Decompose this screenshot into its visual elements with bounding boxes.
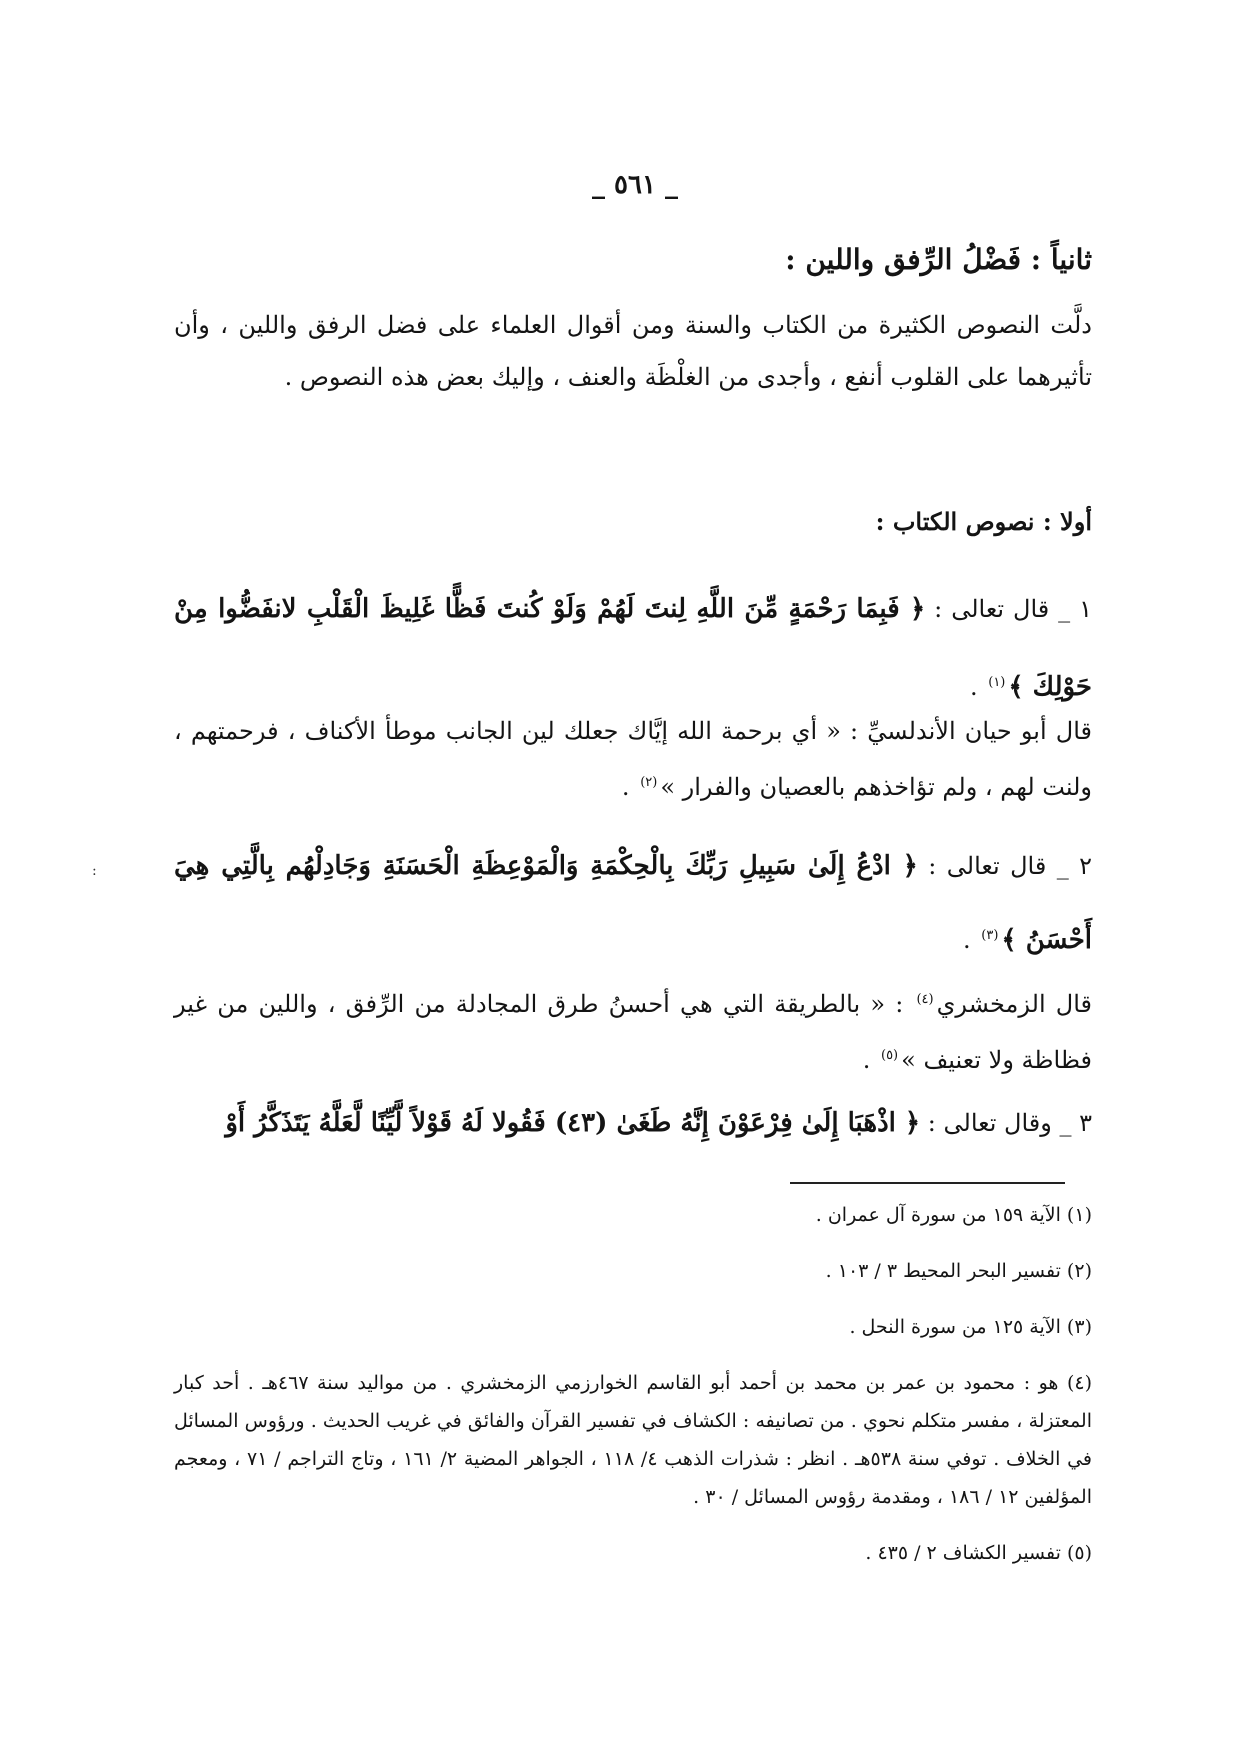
footnote-2: (٢) تفسير البحر المحيط ٣ / ١٠٣ . [825, 1260, 1092, 1282]
footnote-ref-1: (١) [988, 675, 1006, 690]
footnotes-section [174, 1196, 1092, 1590]
footnote-ref-2: (٢) [640, 775, 658, 790]
footnote-5: (٥) تفسير الكشاف ٢ / ٤٣٥ . [865, 1542, 1092, 1564]
margin-mark: : [92, 863, 97, 879]
verse-item-3 [174, 1097, 1092, 1149]
subsection-heading: أولا : نصوص الكتاب : [875, 507, 1092, 536]
verse-item-1 [174, 572, 1092, 724]
commentary-zamakhshari-lead: قال الزمخشري [936, 990, 1093, 1018]
commentary-zamakhshari-text: : « بالطريقة التي هي أحسنُ طرق المجادلة من الرِّفق ، واللين من غير فظاظة ولا تعنيف » [174, 990, 1092, 1074]
verse-item-1-lead: ١ _ قال تعالى : [925, 595, 1092, 623]
verse-item-3-lead: ٣ _ وقال تعالى : [920, 1109, 1092, 1137]
commentary-zamakhshari [174, 974, 1092, 1086]
verse-item-2 [174, 831, 1092, 975]
footnote-ref-4: (٤) [916, 992, 934, 1007]
section-heading: ثانياً : فَضْلُ الرِّفق واللين : [785, 243, 1092, 276]
verse-item-3-text: ﴿ اذْهَبَا إِلَىٰ فِرْعَوْنَ إِنَّهُ طَغَىٰ (٤٣) فَقُولا لَهُ قَوْلاً لَّيِّنًا لَّعَلَّهُ يَتَذَكَّرُ أَوْ [225, 1108, 921, 1138]
footnote-1: (١) الآية ١٥٩ من سورة آل عمران . [815, 1204, 1092, 1226]
footnote-ref-3: (٣) [981, 928, 999, 943]
verse-item-1-text: ﴿ فَبِمَا رَحْمَةٍ مِّنَ اللَّهِ لِنتَ لَهُمْ وَلَوْ كُنتَ فَظًّا غَلِيظَ الْقَلْبِ لانفَضُّوا مِنْ حَوْلِكَ ﴾ [174, 594, 1092, 702]
commentary-abu-hayyan [174, 705, 1092, 813]
intro-paragraph: دلَّت النصوص الكثيرة من الكتاب والسنة ومن أقوال العلماء على فضل الرفق واللين ، وأن تأثيرهما على القلوب أنفع ، وأجدى من الغلْظَة والعنف ، وإليك بعض هذه النصوص . [174, 311, 1092, 391]
footnote-divider [790, 1182, 1065, 1184]
commentary-zamakhshari-tail: . [862, 1046, 878, 1074]
verse-item-2-tail: . [963, 926, 979, 954]
commentary-abu-hayyan-text: قال أبو حيان الأندلسيِّ : « أي برحمة الله إيَّاك جعلك لين الجانب موطأ الأكناف ، فرحمتهم ، ولنت لهم ، ولم تؤاخذهم بالعصيان والفرار » [174, 717, 1092, 801]
footnote-ref-5: (٥) [880, 1048, 899, 1063]
verse-item-1-tail: . [969, 673, 986, 701]
commentary-abu-hayyan-tail: . [621, 773, 638, 801]
verse-item-2-lead: ٢ _ قال تعالى : [917, 852, 1093, 880]
footnote-3: (٣) الآية ١٢٥ من سورة النحل . [849, 1316, 1092, 1338]
footnote-4: (٤) هو : محمود بن عمر بن محمد بن أحمد أبو القاسم الخوارزمي الزمخشري . من مواليد سنة ٤٦٧هـ . أحد كبار المعتزلة ، مفسر متكلم نحوي . من تصانيفه : الكشاف في تفسير القرآن والفائق في غريب الحديث . ورؤوس المسائل في الخلاف . توفي سنة ٥٣٨هـ . انظر : شذرات الذهب ٤/ ١١٨ ، الجواهر المضية ٢/ ١٦١ ، وتاج التراجم / ٧١ ، ومعجم المؤلفين ١٢ / ١٨٦ ، ومقدمة رؤوس المسائل / ٣٠ . [174, 1372, 1093, 1508]
verse-item-2-text: ﴿ ادْعُ إِلَىٰ سَبِيلِ رَبِّكَ بِالْحِكْمَةِ وَالْمَوْعِظَةِ الْحَسَنَةِ وَجَادِلْهُم بِالَّتِي هِيَ أَحْسَنُ ﴾ [174, 851, 1092, 955]
page-number: _ ٥٦١ _ [591, 170, 679, 200]
